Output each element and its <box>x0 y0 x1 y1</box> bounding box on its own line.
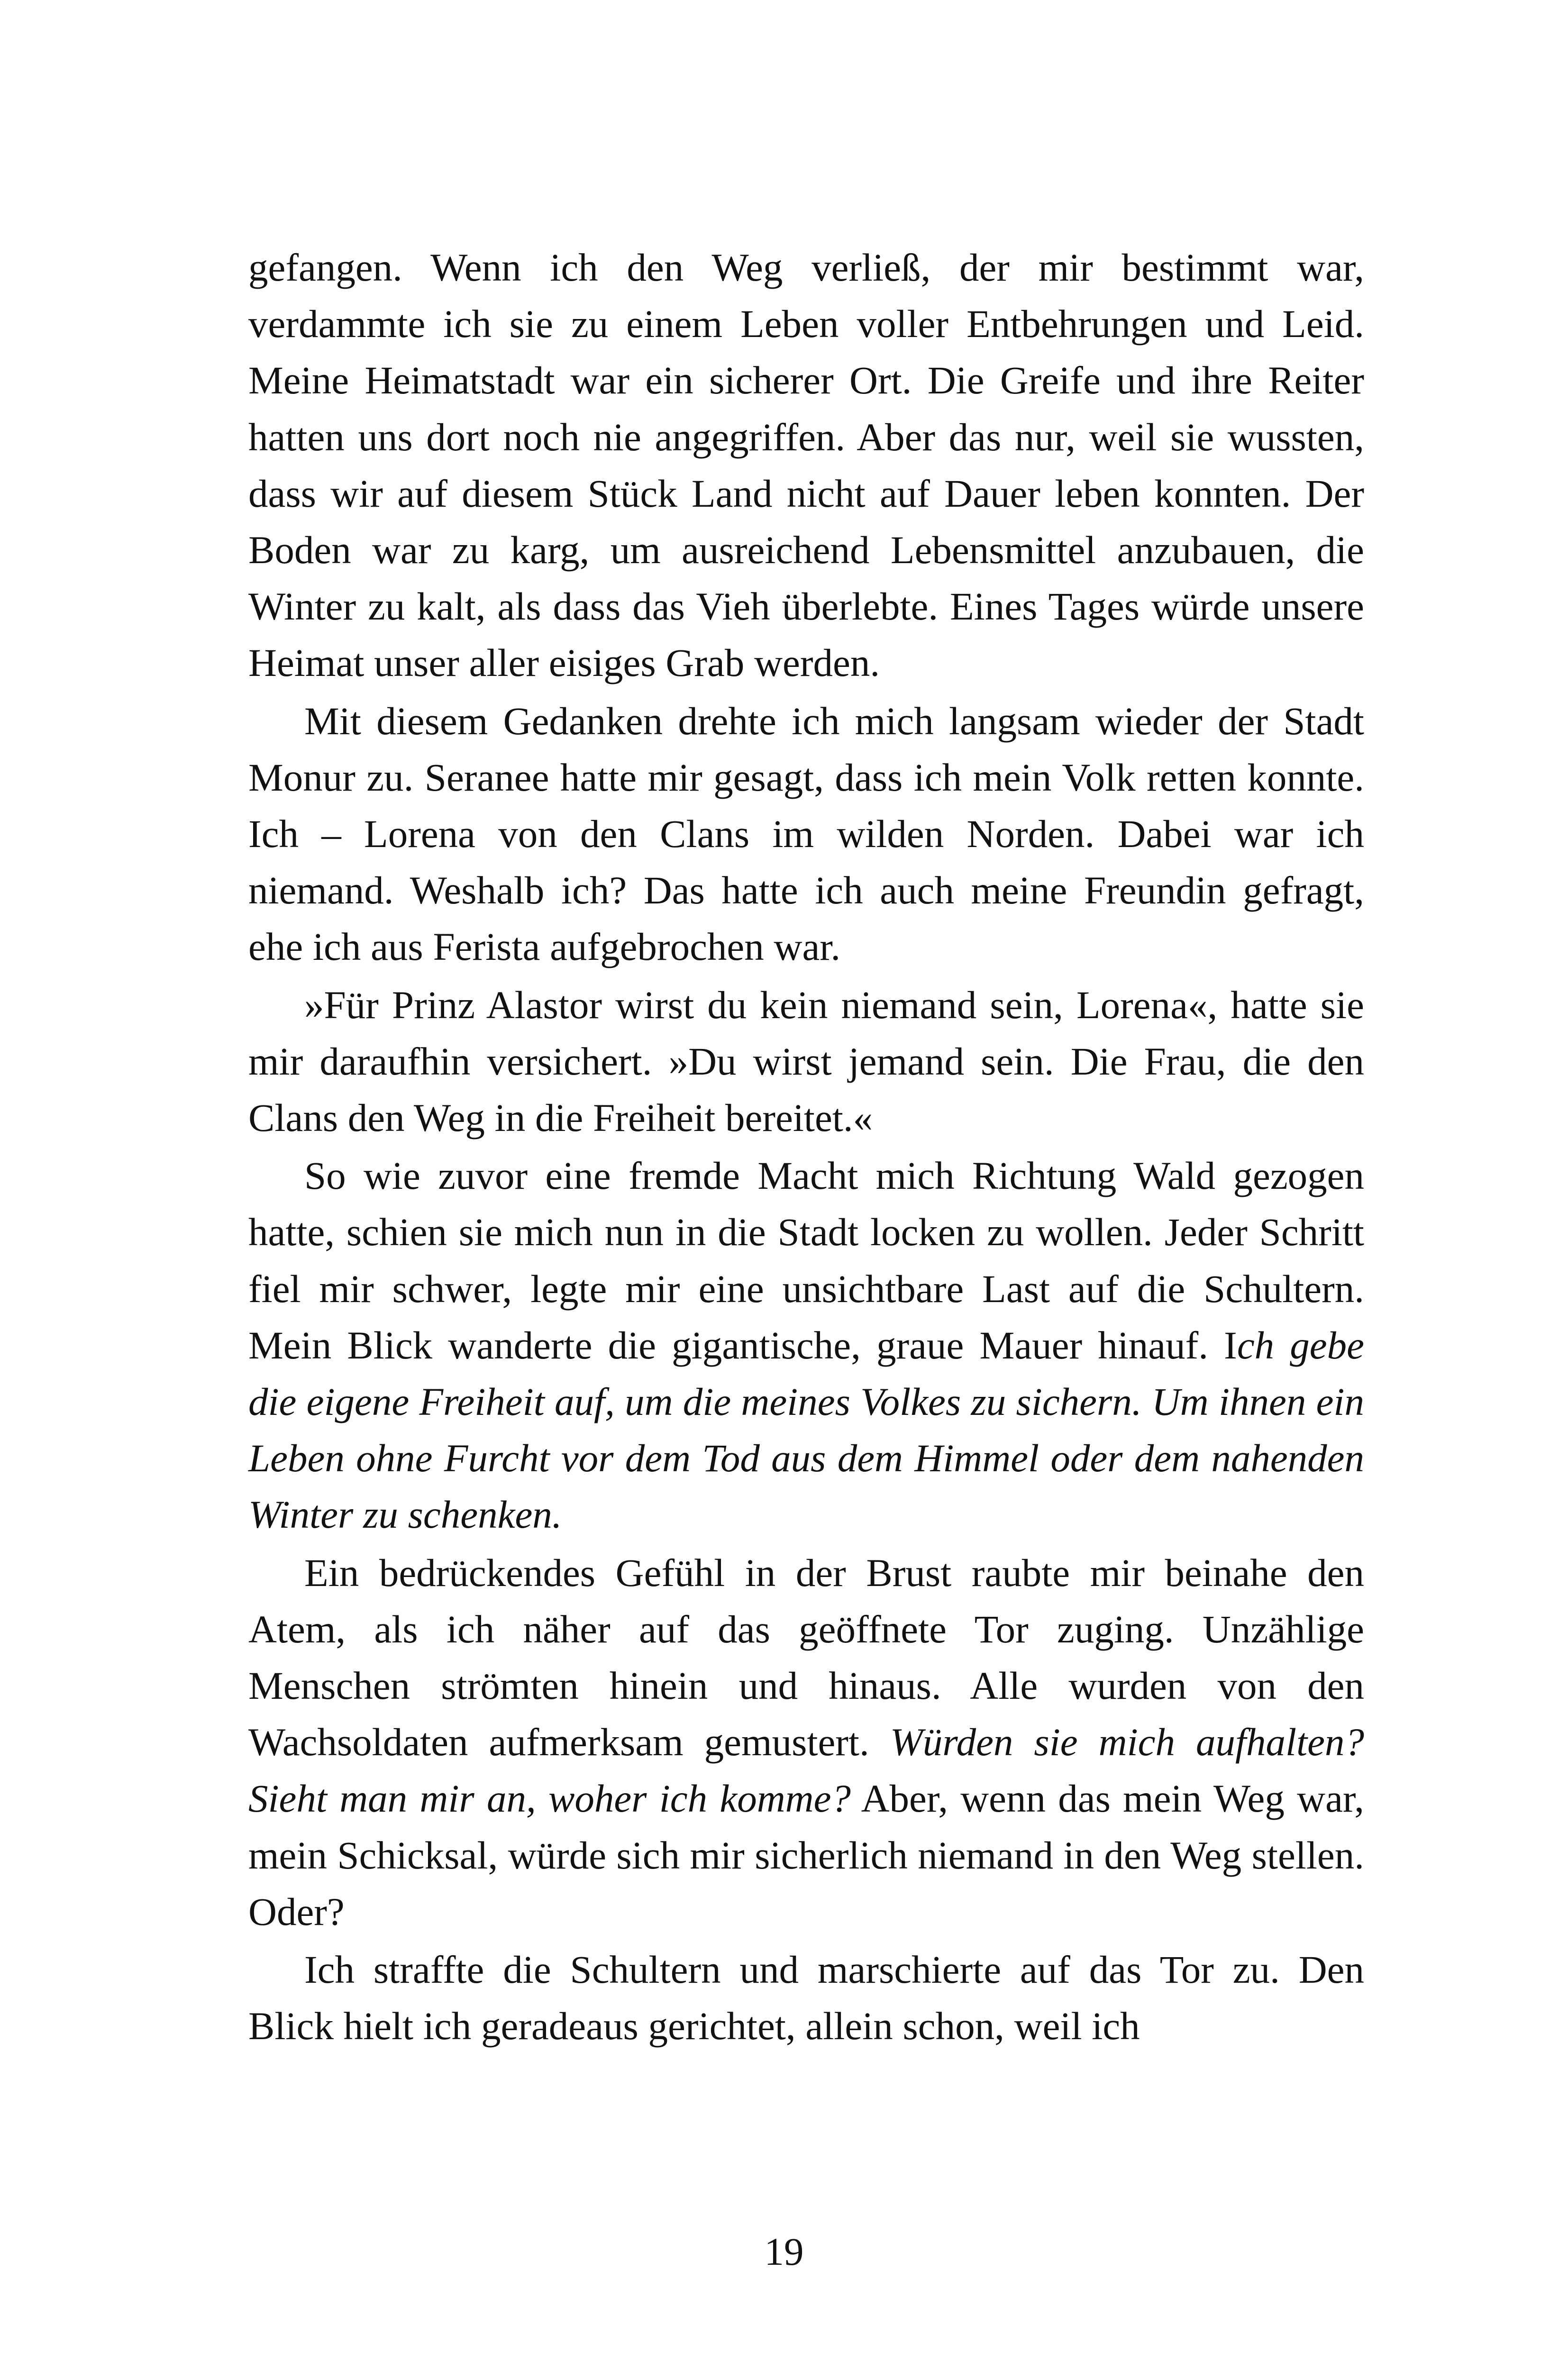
paragraph <box>248 239 1364 692</box>
paragraph <box>248 693 1364 975</box>
text-run: gefangen. Wenn ich den Weg verließ, der mir bestimmt war, verdammte ich sie zu einem Leben voller Entbehrungen und Leid. Meine Heimatstadt war ein sicherer Ort. Die Greife und ihre Reiter hatten uns dort noch nie angegriffen. Aber das nur, weil sie wussten, dass wir auf diesem Stück Land nicht auf Dauer leben konnten. Der Boden war zu karg, um ausreichend Lebensmittel anzubauen, die Winter zu kalt, als dass das Vieh überlebte. Eines Tages würde unsere Heimat unser aller eisiges Grab werden. <box>248 246 1364 685</box>
paragraph <box>248 1148 1364 1543</box>
body-text <box>248 239 1364 2056</box>
text-run: Aber, wenn das mein Weg war, mein Schicksal, würde sich mir sicherlich niemand in den Weg stellen. Oder? <box>248 1777 1364 1933</box>
text-run: So wie zuvor eine fremde Macht mich Richtung Wald gezogen hatte, schien sie mich nun in die Stadt locken zu wollen. Jeder Schritt fiel mir schwer, legte mir eine unsichtbare Last auf die Schultern. Mein Blick wanderte die gigantische, graue Mauer hinauf. I <box>248 1154 1364 1367</box>
text-run: Ein bedrückendes Gefühl in der Brust raubte mir beinahe den Atem, als ich näher auf das geöffnete Tor zuging. Unzählige Menschen strömten hinein und hinaus. Alle wurden von den Wachsoldaten aufmerksam gemustert. <box>248 1550 1364 1764</box>
italic-thought: Würden sie mich aufhalten? Sieht man mir an, woher ich komme? <box>248 1720 1364 1821</box>
text-run: Ich straffte die Schultern und marschierte auf das Tor zu. Den Blick hielt ich geradeaus gerichtet, allein schon, weil ich <box>248 1948 1364 2048</box>
text-run: »Für Prinz Alastor wirst du kein niemand sein, Lorena«, hatte sie mir daraufhin versichert. »Du wirst jemand sein. Die Frau, die den Clans den Weg in die Freiheit bereitet.« <box>248 983 1364 1140</box>
text-run: Mit diesem Gedanken drehte ich mich langsam wieder der Stadt Monur zu. Seranee hatte mir gesagt, dass ich mein Volk retten konnte. Ich – Lorena von den Clans im wilden Norden. Dabei war ich niemand. Weshalb ich? Das hatte ich auch meine Freundin gefragt, ehe ich aus Ferista aufgebrochen war. <box>248 699 1364 969</box>
paragraph <box>248 977 1364 1147</box>
italic-thought: ch gebe die eigene Freiheit auf, um die meines Volkes zu sichern. Um ihnen ein Leben ohne Furcht vor dem Tod aus dem Himmel oder dem nahenden Winter zu schenken. <box>248 1323 1364 1537</box>
page-number: 19 <box>764 2230 804 2273</box>
paragraph <box>248 1942 1364 2054</box>
paragraph <box>248 1545 1364 1940</box>
